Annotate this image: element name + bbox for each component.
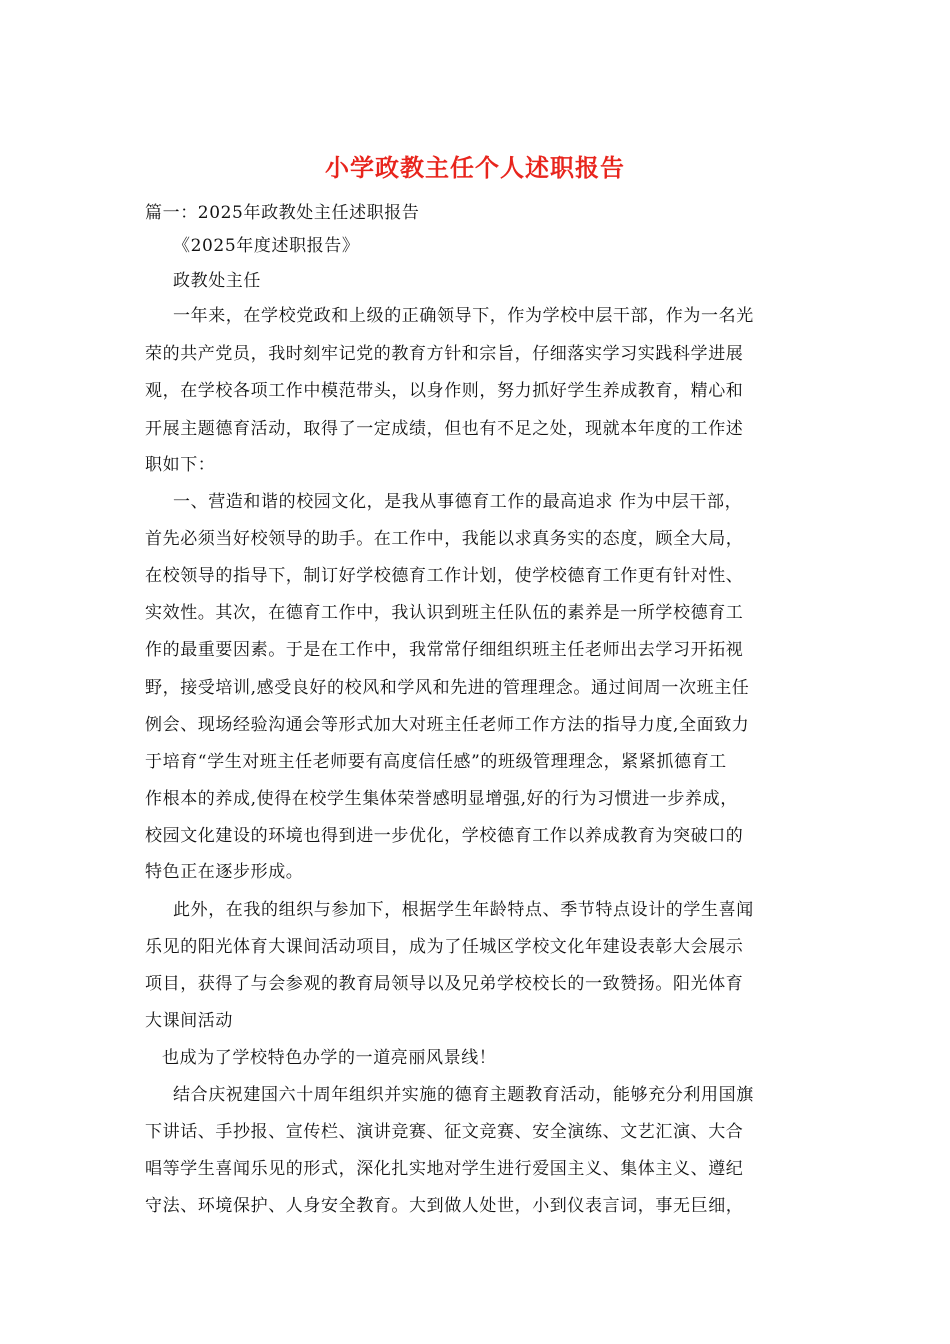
body-line: 特色正在逐步形成。 [145, 862, 304, 882]
body-line: 职如下： [145, 455, 216, 475]
body-line: 唱等学生喜闻乐见的形式，深化扎实地对学生进行爱国主义、集体主义、遵纪 [145, 1159, 744, 1179]
body-line: 例会、现场经验沟通会等形式加大对班主任老师工作方法的指导力度,全面致力 [145, 715, 750, 735]
body-line: 此外，在我的组织与参加下，根据学生年龄特点、季节特点设计的学生喜闻 [173, 900, 754, 920]
report-heading: 《2025年度述职报告》 [173, 236, 360, 256]
body-line: 下讲话、手抄报、宣传栏、演讲竞赛、征文竞赛、安全演练、文艺汇演、大合 [145, 1122, 744, 1142]
body-line: 于培育“学生对班主任老师要有高度信任感”的班级管理理念，紧紧抓德育工 [145, 752, 727, 772]
document-title: 小学政教主任个人述职报告 [325, 153, 625, 182]
body-line: 也成为了学校特色办学的一道亮丽风景线！ [162, 1048, 497, 1068]
body-line: 野，接受培训,感受良好的校风和学风和先进的管理理念。通过间周一次班主任 [145, 678, 750, 698]
body-line: 一年来，在学校党政和上级的正确领导下，作为学校中层干部，作为一名光 [173, 306, 754, 326]
body-line: 在校领导的指导下，制订好学校德育工作计划，使学校德育工作更有针对性、 [145, 566, 744, 586]
body-line: 守法、环境保护、人身安全教育。大到做人处世，小到仪表言词，事无巨细， [145, 1196, 744, 1216]
body-line: 一、营造和谐的校园文化，是我从事德育工作的最高追求 作为中层干部， [173, 492, 743, 512]
body-line: 大课间活动 [145, 1011, 233, 1031]
body-line: 实效性。其次，在德育工作中，我认识到班主任队伍的素养是一所学校德育工 [145, 603, 744, 623]
body-line: 校园文化建设的环境也得到进一步优化，学校德育工作以养成教育为突破口的 [145, 826, 744, 846]
body-line: 结合庆祝建国六十周年组织并实施的德育主题教育活动，能够充分利用国旗 [173, 1085, 754, 1105]
body-line: 作的最重要因素。于是在工作中，我常常仔细组织班主任老师出去学习开拓视 [145, 640, 744, 660]
body-line: 开展主题德育活动，取得了一定成绩，但也有不足之处，现就本年度的工作述 [145, 419, 744, 439]
section-heading: 篇一：2025年政教处主任述职报告 [145, 203, 420, 223]
position-line: 政教处主任 [173, 271, 261, 291]
body-line: 首先必须当好校领导的助手。在工作中，我能以求真务实的态度，顾全大局， [145, 529, 744, 549]
body-line: 乐见的阳光体育大课间活动项目，成为了任城区学校文化年建设表彰大会展示 [145, 937, 744, 957]
body-line: 作根本的养成,使得在校学生集体荣誉感明显增强,好的行为习惯进一步养成， [145, 789, 738, 809]
body-line: 观，在学校各项工作中模范带头，以身作则，努力抓好学生养成教育，精心和 [145, 381, 744, 401]
body-line: 荣的共产党员，我时刻牢记党的教育方针和宗旨，仔细落实学习实践科学进展 [145, 344, 744, 364]
body-line: 项目，获得了与会参观的教育局领导以及兄弟学校校长的一致赞扬。阳光体育 [145, 974, 744, 994]
